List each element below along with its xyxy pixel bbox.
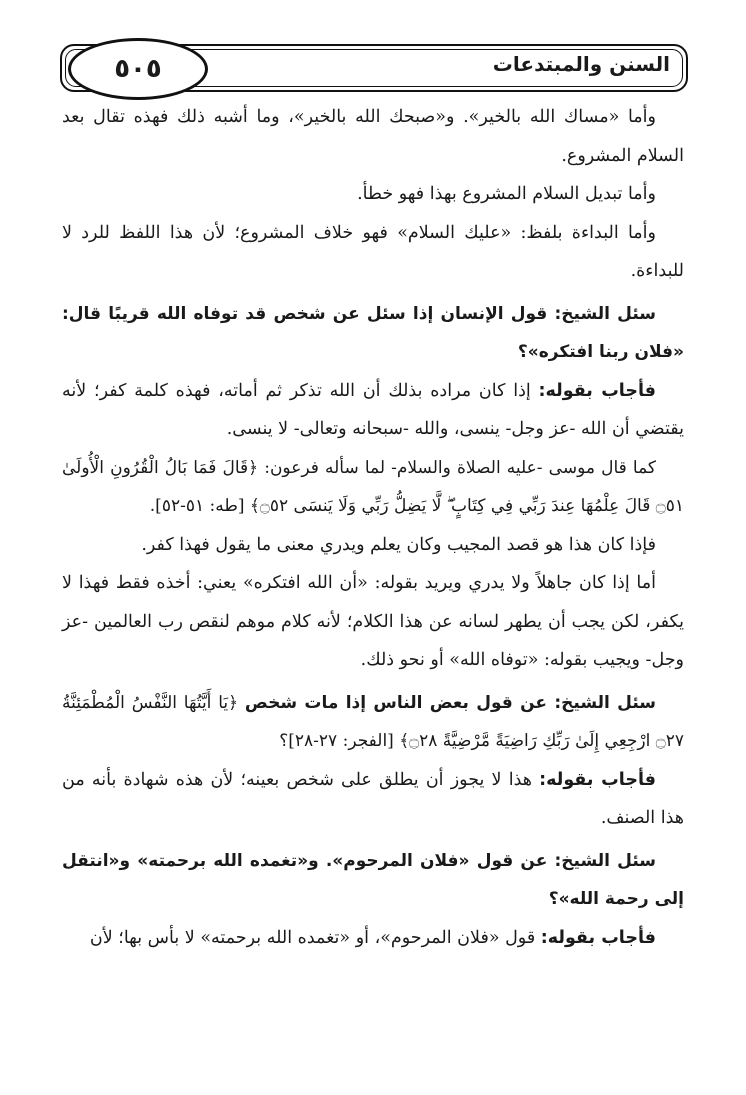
page-number-badge <box>68 38 208 100</box>
page-header <box>60 38 686 96</box>
paragraph <box>62 98 684 175</box>
question-paragraph <box>62 842 684 919</box>
paragraph <box>62 449 684 526</box>
text-run: هذا لا يجوز أن يطلق على شخص بعينه؛ لأن هذه شهادة بأنه من هذا الصنف. <box>62 769 684 828</box>
question-text: سئل الشيخ: قول الإنسان إذا سئل عن شخص قد توفاه الله قريبًا قال: «فلان ربنا افتكره»؟ <box>62 303 684 362</box>
text-run: إذا كان مراده بذلك أن الله تذكر ثم أماته، فهذه كلمة كفر؛ لأنه يقتضي أن الله -عز وجل- ينسى، والله -سبحانه وتعالى- لا ينسى. <box>62 380 684 439</box>
answer-paragraph <box>62 761 684 838</box>
answer-paragraph <box>62 372 684 449</box>
text-run: أما إذا كان جاهلاً ولا يدري ويريد بقوله: «أن الله افتكره» يعني: أخذه فقط فهذا لا يكفر، لكن يجب أن يطهر لسانه عن هذا الكلام؛ لأنه كلام موهم لنقص رب العالمين -عز وجل- ويجيب بقوله: «توفاه الله» أو نحو ذلك. <box>62 573 684 670</box>
running-title: السنن والمبتدعات <box>487 52 676 76</box>
quran-citation: ﴿يَا أَيَّتُهَا النَّفْسُ الْمُطْمَئِنَّةُ ۝٢٧ ارْجِعِي إِلَىٰ رَبِّكِ رَاضِيَةً مَّرْضِيَّةً ۝٢٨﴾ [الفجر: ٢٧-٢٨]؟ <box>62 692 684 751</box>
question-text: سئل الشيخ: عن قول «فلان المرحوم». و«تغمده الله برحمته» و«انتقل إلى رحمة الله»؟ <box>62 850 684 909</box>
text-run: وأما البداءة بلفظ: «عليك السلام» فهو خلاف المشروع؛ لأن هذا اللفظ للرد لا للبداءة. <box>62 222 684 281</box>
paragraph <box>62 564 684 680</box>
answer-paragraph <box>62 919 684 958</box>
paragraph <box>62 175 684 214</box>
question-paragraph <box>62 295 684 372</box>
answer-label: فأجاب بقوله: <box>540 927 656 948</box>
page-number: ٥٠٥ <box>114 54 162 84</box>
quran-citation: كما قال موسى -عليه الصلاة والسلام- لما سأله فرعون: ﴿قَالَ فَمَا بَالُ الْقُرُونِ الْأُولَىٰ ۝٥١ قَالَ عِلْمُهَا عِندَ رَبِّي فِي كِتَابٍ ۖ لَّا يَضِلُّ رَبِّي وَلَا يَنسَى ۝٥٢﴾ [طه: ٥١-٥٢]. <box>62 457 684 516</box>
body-text <box>62 98 684 957</box>
text-run: وأما «مساك الله بالخير». و«صبحك الله بالخير»، وما أشبه ذلك فهذه تقال بعد السلام المشروع. <box>62 107 684 166</box>
text-run: قول «فلان المرحوم»، أو «تغمده الله برحمته» لا بأس بها؛ لأن <box>89 927 541 948</box>
paragraph <box>62 214 684 291</box>
text-run: فإذا كان هذا هو قصد المجيب وكان يعلم ويدري معنى ما يقول فهذا كفر. <box>141 534 656 555</box>
question-text: سئل الشيخ: عن قول بعض الناس إذا مات شخص <box>244 692 656 713</box>
text-run: وأما تبديل السلام المشروع بهذا فهو خطأ. <box>357 184 656 204</box>
answer-label: فأجاب بقوله: <box>539 769 656 790</box>
answer-label: فأجاب بقوله: <box>538 380 656 401</box>
question-paragraph <box>62 684 684 761</box>
paragraph <box>62 526 684 565</box>
